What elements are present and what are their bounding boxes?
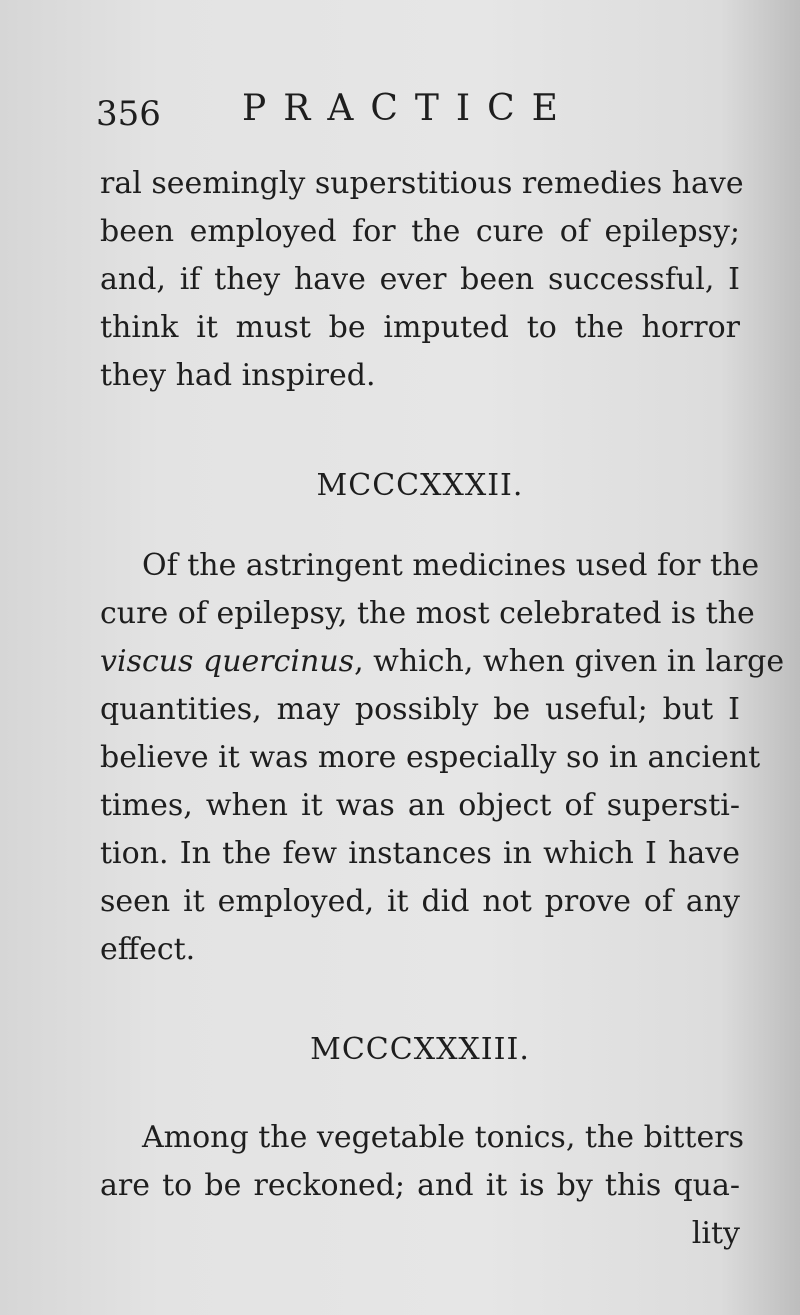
paragraph-continued — [100, 160, 744, 400]
page-number: 356 — [96, 94, 161, 134]
text-line: effect. — [100, 932, 196, 967]
text-line: they had inspired. — [100, 358, 376, 393]
text-line: Among the vegetable tonics, the bitters — [142, 1120, 744, 1155]
text-line: cure of epilepsy, the most celebrated is the — [100, 596, 755, 631]
page-header — [96, 88, 716, 138]
text-line: seen it employed, it did not prove of any — [100, 884, 740, 919]
text-line: quantities, may possibly be useful; but I — [100, 692, 740, 727]
running-head: PRACTICE — [242, 88, 575, 129]
text-line: tion. In the few instances in which I have — [100, 836, 740, 871]
text-line: Of the astringent medicines used for the — [142, 548, 760, 583]
catchword: lity — [691, 1216, 740, 1251]
section-heading-mcccxxxii: MCCCXXXII. — [316, 468, 524, 503]
paragraph-mcccxxxii — [100, 542, 785, 974]
text-line: are to be reckoned; and it is by this qua- — [100, 1168, 740, 1203]
latin-term: viscus quercinus — [100, 644, 355, 679]
text-line: ral seemingly superstitious remedies have — [100, 166, 744, 201]
section-heading-mcccxxxiii: MCCCXXXIII. — [310, 1032, 530, 1067]
text-line: think it must be imputed to the horror — [100, 310, 740, 345]
text-line: and, if they have ever been successful, I — [100, 262, 740, 297]
text-line — [100, 638, 785, 686]
text-line: times, when it was an object of supersti- — [100, 788, 740, 823]
text-segment: , which, when given in large — [354, 644, 785, 679]
paragraph-mcccxxxiii — [100, 1114, 744, 1258]
text-line: believe it was more especially so in ancient — [100, 740, 761, 775]
text-line: been employed for the cure of epilepsy; — [100, 214, 740, 249]
